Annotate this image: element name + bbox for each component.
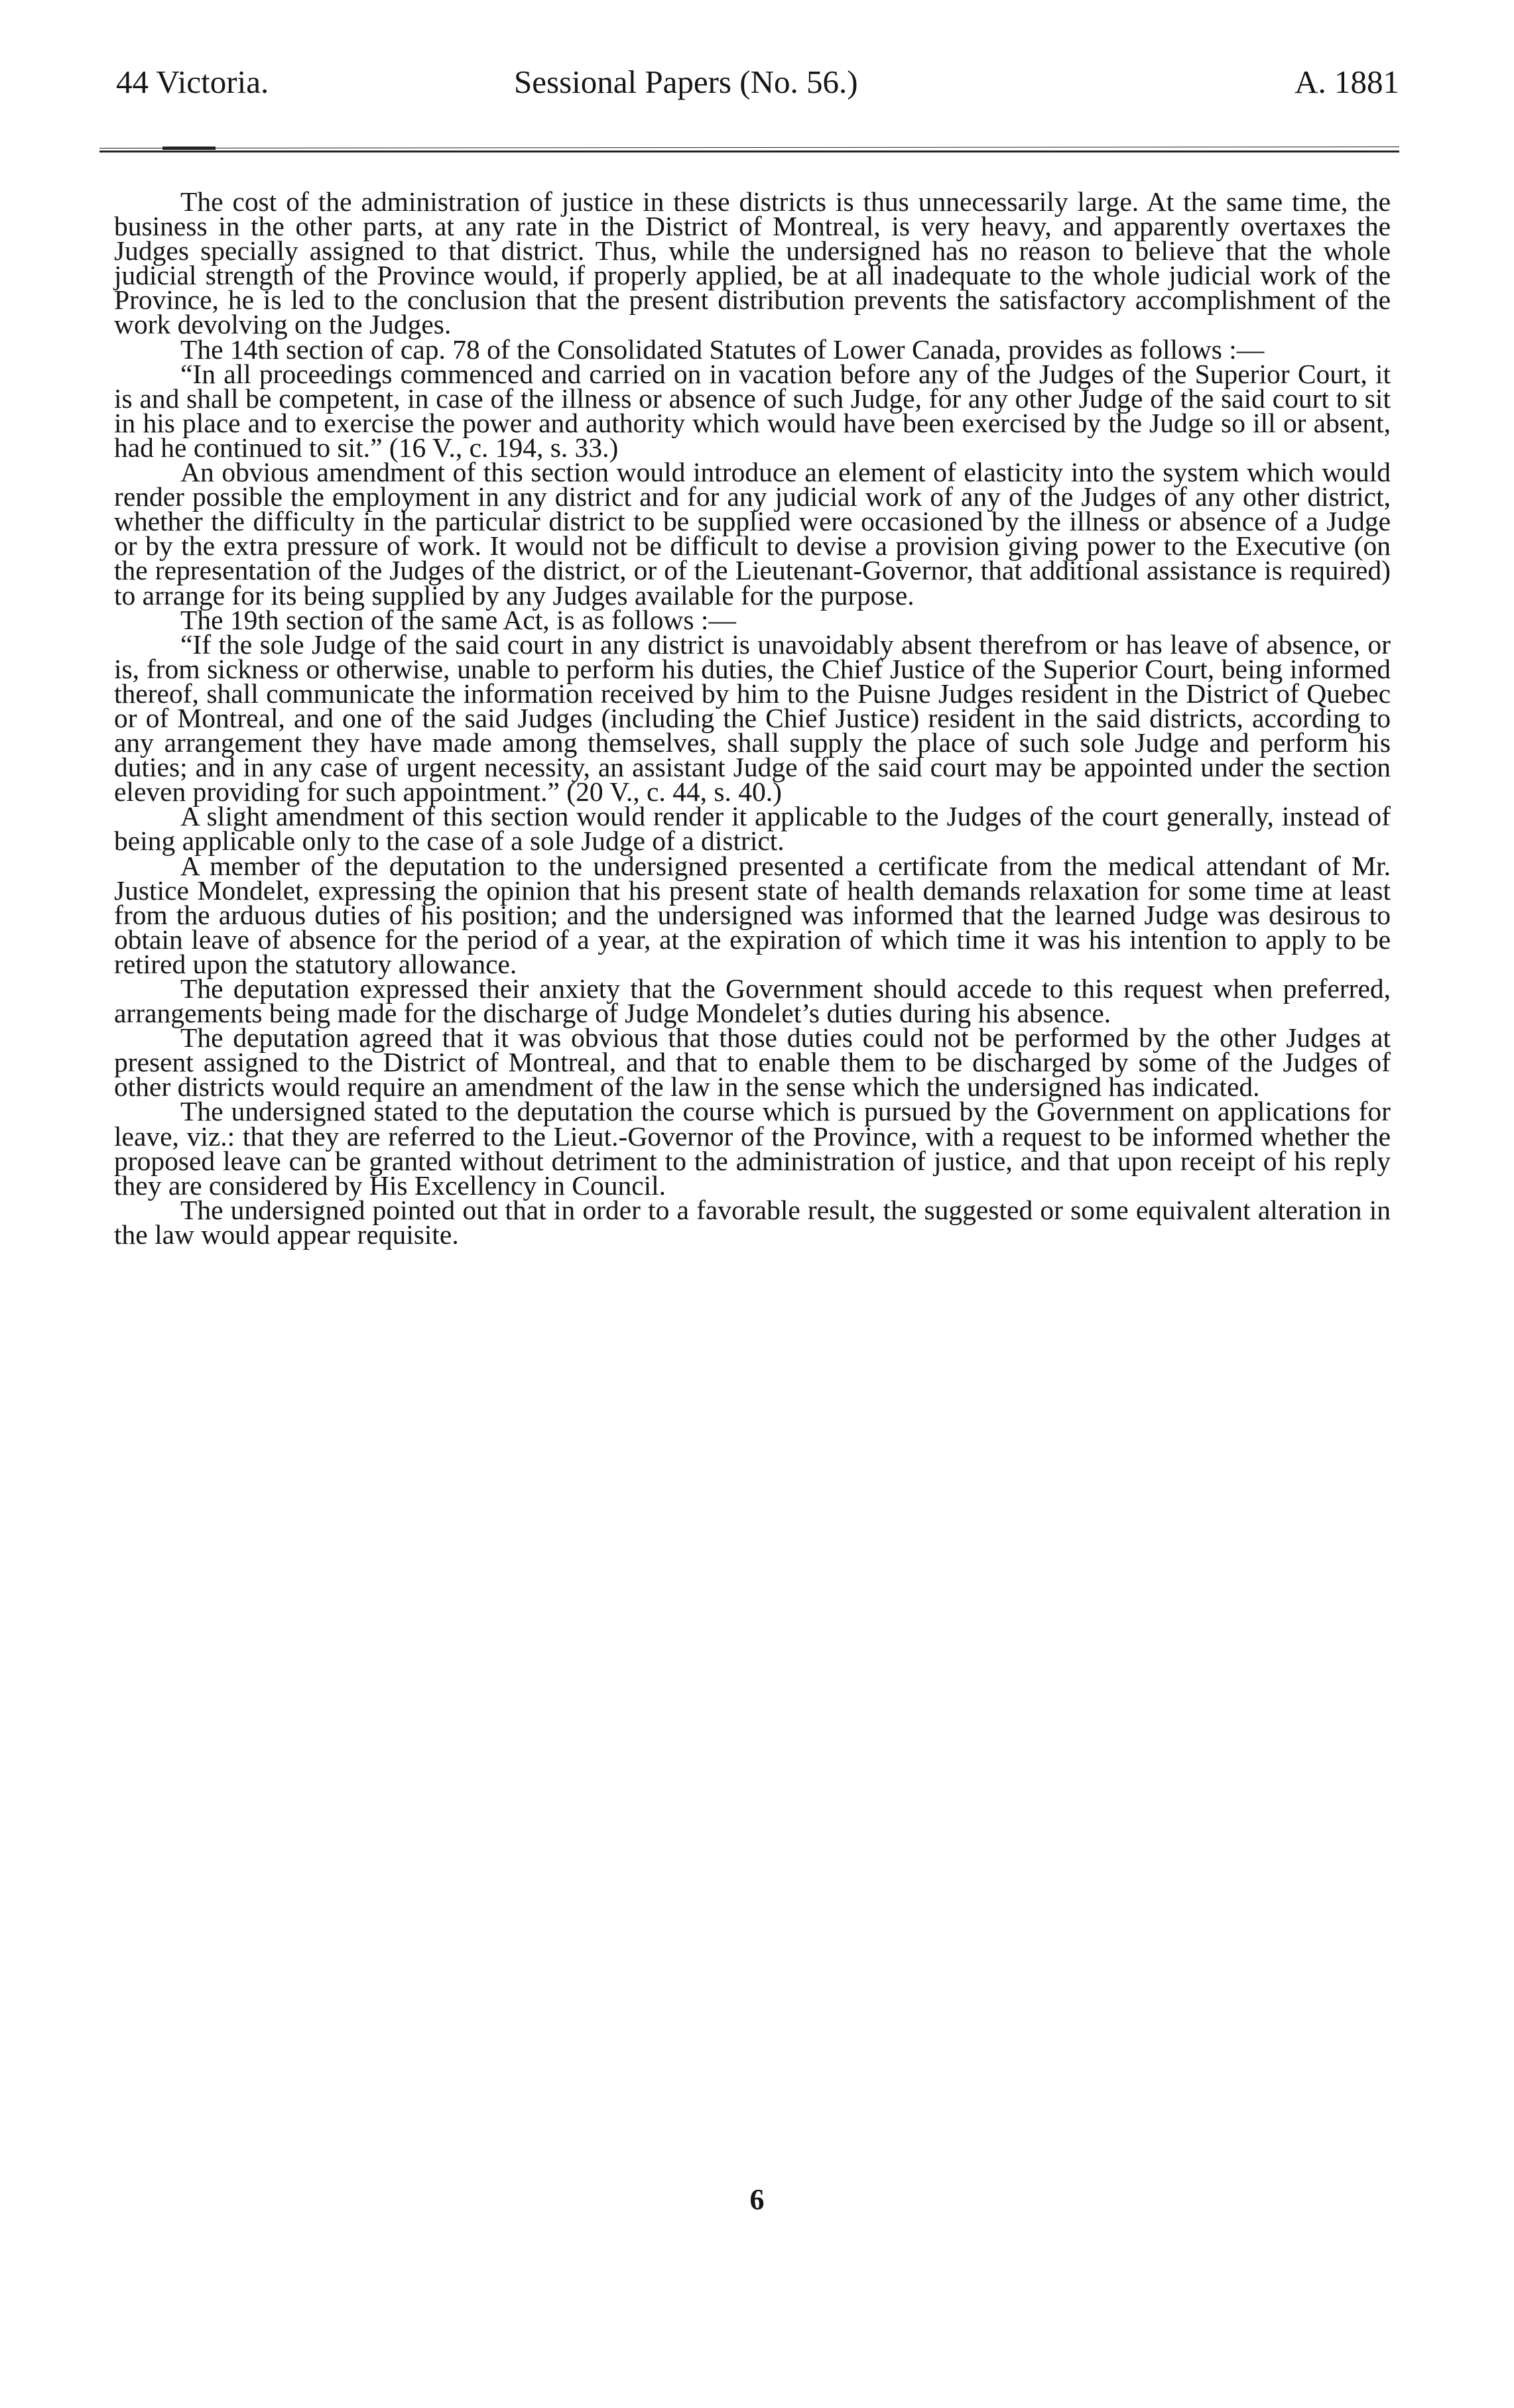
paragraph: The undersigned stated to the deputation the course which is pursued by the Government on applications for leave, viz.: that they are referred to the Lieut.-Governor of the Province, with a request to be informed whether the proposed leave can be granted without detriment to the administration of justice, and that upon receipt of his reply they are considered by His Excellency in Council. bbox=[114, 1096, 1391, 1201]
header-year: A. 1881 bbox=[1294, 64, 1399, 100]
header-title: Sessional Papers (No. 56.) bbox=[514, 64, 858, 100]
paragraph: The 14th section of cap. 78 of the Consolidated Statutes of Lower Canada, provides as follows :— bbox=[180, 333, 1265, 365]
quoted-statute-paragraph: “If the sole Judge of the said court in any district is unavoidably absent therefrom or has leave of absence, or is, from sickness or otherwise, unable to perform his duties, the Chief Justice of the Superior Court, being informed thereof, shall communicate the information received by him to the Puisne Judges resident in the District of Quebec or of Montreal, and one of the said Judges (including the Chief Justice) resident in the said districts, according to any arrangement they have made among themselves, shall supply the place of such sole Judge and perform his duties; and in any case of urgent necessity, an assistant Judge of the said court may be appointed under the section eleven providing for such appointment.” (20 V., c. 44, s. 40.) bbox=[114, 629, 1391, 808]
paragraph: A member of the deputation to the undersigned presented a certificate from the medical attendant of Mr. Justice Mondelet, expressing the opinion that his present state of health demands relaxation for some time at least from the arduous duties of his position; and the undersigned was informed that the learned Judge was desirous to obtain leave of absence for the period of a year, at the expiration of which time it was his intention to apply to be retired upon the statutory allowance. bbox=[114, 850, 1391, 979]
header-rule bbox=[99, 145, 1399, 154]
paragraph: The cost of the administration of justice in these districts is thus unnecessarily large. At the same time, the business in the other parts, at any rate in the District of Montreal, is very heavy, and apparently overtaxes the Judges specially assigned to that district. Thus, while the undersigned has no reason to believe that the whole judicial strength of the Province would, if properly applied, be at all inadequate to the whole judicial work of the Province, he is led to the conclusion that the present distribution prevents the satisfactory accomplishment of the work devolving on the Judges. bbox=[114, 186, 1391, 340]
running-header bbox=[116, 63, 1399, 116]
paragraph: The deputation expressed their anxiety that the Government should accede to this request when preferred, arrangements being made for the discharge of Judge Mondelet’s duties during his absence. bbox=[114, 973, 1391, 1029]
document-body bbox=[114, 186, 1391, 1250]
paragraph: A slight amendment of this section would render it applicable to the Judges of the court generally, instead of being applicable only to the case of a sole Judge of a district. bbox=[114, 801, 1391, 857]
paragraph: An obvious amendment of this section would introduce an element of elasticity into the system which would render possible the employment in any district and for any judicial work of any of the Judges of any other district, whether the difficulty in the particular district to be supplied were occasioned by the illness or absence of a Judge or by the extra pressure of work. It would not be difficult to devise a provision giving power to the Executive (on the representation of the Judges of the district, or of the Lieutenant-Governor, that additional assistance is required) to arrange for its being supplied by any Judges available for the purpose. bbox=[114, 457, 1391, 611]
paragraph: The deputation agreed that it was obvious that those duties could not be performed by the other Judges at present assigned to the District of Montreal, and that to enable them to be discharged by some of the Judges of other districts would require an amendment of the law in the sense which the undersigned has indicated. bbox=[114, 1022, 1391, 1103]
page-number: 6 bbox=[749, 2183, 765, 2216]
paragraph: The 19th section of the same Act, is as follows :— bbox=[180, 604, 736, 635]
paragraph: The undersigned pointed out that in order to a favorable result, the suggested or some equivalent alteration in the law would appear requisite. bbox=[114, 1194, 1391, 1250]
header-volume: 44 Victoria. bbox=[116, 64, 269, 100]
quoted-statute-paragraph: “In all proceedings commenced and carried on in vacation before any of the Judges of the Superior Court, it is and shall be competent, in case of the illness or absence of such Judge, for any other Judge of the said court to sit in his place and to exercise the power and authority which would have been exercised by the Judge so ill or absent, had he continued to sit.” (16 V., c. 194, s. 33.) bbox=[114, 358, 1391, 463]
